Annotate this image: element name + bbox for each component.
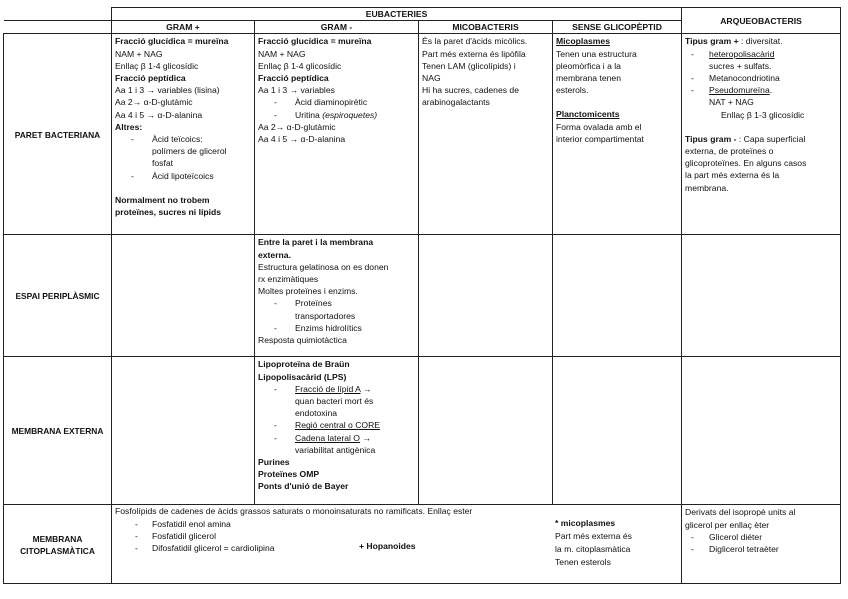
espai-mico-cell [419, 235, 553, 357]
list-item-text: Difosfatidil glicerol = cardiolipina [152, 543, 275, 554]
text-line: Lipopolisacàrid (LPS) [258, 371, 347, 382]
list-item-text: Regió central o CORE [295, 420, 381, 431]
subheading: Micoplasmes [556, 36, 610, 47]
text-line: * micoplasmes [555, 518, 616, 529]
text-line: membrana. [685, 182, 729, 193]
list-item [115, 133, 251, 170]
list-item [115, 170, 251, 182]
list-item-text: transportadores [295, 310, 356, 321]
paret-arqueo-cell [682, 34, 841, 235]
text-line: interior compartimentat [556, 133, 644, 144]
text-line: la part més externa és la [685, 170, 780, 181]
text-line: rx enzimàtiques [258, 274, 319, 285]
espai-gram-pos-cell [112, 235, 255, 357]
list-item [685, 531, 837, 543]
list-item-text: sucres + sulfats. [709, 60, 772, 71]
row-header-membrana-externa: MEMBRANA EXTERNA [4, 357, 112, 505]
list-item [258, 322, 415, 334]
bullet-list [258, 96, 415, 120]
list-item-text: Glicerol diéter [709, 531, 763, 542]
list-item-text: Àcid lipoteïcoics [152, 170, 214, 181]
text-line: Proteïnes OMP [258, 469, 320, 480]
text-line: Part més externa és [555, 531, 632, 542]
list-item-text: Enzims hidrolítics [295, 322, 362, 333]
row-header-membrana-citoplasmatica: MEMBRANA CITOPLASMÀTICA [4, 505, 112, 584]
list-item [685, 72, 837, 84]
text-line: glicerol per enllaç èter [685, 519, 770, 530]
list-item-text: Fosfatidil glicerol [152, 530, 216, 541]
bullet-list [258, 297, 415, 334]
text-line: Lipoproteïna de Braün [258, 359, 350, 370]
memb-ext-mico-cell [419, 357, 553, 505]
list-item [258, 383, 415, 420]
text-line: la m. citoplasmàtica [555, 544, 631, 555]
sense-glicopeptid-header: SENSE GLICOPÈPTID [553, 21, 682, 34]
text-line: esterols. [556, 85, 589, 96]
row-header-espai: ESPAI PERIPLÀSMIC [4, 235, 112, 357]
list-item-text: Àcid diaminopirètic [295, 97, 368, 108]
list-item-text: (espiroquetes) [322, 109, 378, 120]
text-line: Enllaç β 1-4 glicosídic [115, 60, 199, 71]
list-item-text: variabilitat antigènica [295, 444, 376, 455]
list-item-text: Uritina [295, 109, 323, 120]
list-item: - Pseudomureïna. NAT + NAG [685, 84, 837, 108]
text-line: Aa 2→ α-D-glutàmic [115, 97, 193, 108]
text-line: Resposta quimiotàctica [258, 335, 347, 346]
list-item-text: fosfat [152, 158, 174, 169]
list-item-text: Metanocondriotina [709, 73, 780, 84]
list-item [258, 297, 415, 321]
text-line: pleomòrfica i a la [556, 60, 621, 71]
label-text: : diversitat. [741, 36, 783, 47]
bacteria-comparison-table [3, 7, 841, 584]
text-line: Derivats del isopropè units al [685, 507, 796, 518]
list-item [258, 109, 415, 121]
text-line: Fracció peptídica [258, 73, 329, 84]
text-line: Altres: [115, 121, 143, 132]
text-line: Tenen esterols [555, 557, 611, 568]
paret-gram-neg-cell [255, 34, 419, 235]
list-item-text: Fracció de lípid A [295, 383, 361, 394]
paret-sense-glicopeptid-cell [553, 34, 682, 235]
bullet-list [685, 531, 837, 555]
text-line: NAG [422, 73, 441, 84]
text-line: Aa 4 i 5 → α-D-alanina [258, 134, 346, 145]
list-item-text: Cadena lateral O [295, 432, 360, 443]
text-line: Enllaç β 1-4 glicosídic [258, 60, 342, 71]
paret-gram-pos-cell [112, 34, 255, 235]
text-line: Ponts d'unió de Bayer [258, 481, 349, 492]
corner-cell-2 [4, 21, 112, 34]
memb-ext-arqueo-cell [682, 357, 841, 505]
list-item-text: Diglicerol tetraèter [709, 544, 779, 555]
paret-micobacteris-cell [419, 34, 553, 235]
list-item [258, 419, 415, 431]
bullet-list [258, 383, 415, 456]
memb-ext-gram-neg-cell [255, 357, 419, 505]
text-line: NAM + NAG [115, 48, 163, 59]
list-item-text: → [360, 383, 372, 394]
micobacteris-header: MICOBACTERIS [419, 21, 553, 34]
text-line: Aa 1 i 3 → variables [258, 85, 335, 96]
hopanoides-label: + Hopanoides [359, 541, 416, 552]
text-line: externa, de proteïnes o [685, 146, 774, 157]
text-line: Hi ha sucres, cadenes de [422, 85, 519, 96]
text-line: Fracció glucídica = mureïna [258, 36, 372, 47]
text-line: Enllaç β 1-3 glicosídic [721, 109, 805, 120]
label-bold: Tipus gram - [685, 133, 739, 144]
text-line: És la paret d'àcids micòlics. [422, 36, 528, 47]
memb-ext-gram-pos-cell [112, 357, 255, 505]
espai-sense-cell [553, 235, 682, 357]
text-line: Purines [258, 457, 290, 468]
label-text: : Capa superficial [738, 133, 806, 144]
list-item-text: NAT + NAG [709, 97, 754, 108]
list-item [258, 432, 415, 456]
label-bold: Tipus gram + [685, 36, 742, 47]
list-item-text: Pseudomureïna [709, 85, 770, 96]
text-line: Normalment no trobem [115, 194, 210, 205]
list-item [685, 48, 837, 72]
memb-cito-content [115, 505, 678, 583]
list-item-text: heteropolisacàrid [709, 48, 775, 59]
list-item-text: Proteïnes [295, 298, 332, 309]
text-line: glicoproteïnes. En alguns casos [685, 158, 807, 169]
text-line: Entre la paret i la membrana [258, 237, 374, 248]
text-line: externa. [258, 249, 291, 260]
memb-ext-sense-cell [553, 357, 682, 505]
text-line: Tenen una estructura [556, 48, 637, 59]
arqueobacteris-header: ARQUEOBACTERIS [682, 8, 841, 34]
espai-gram-neg-cell [255, 235, 419, 357]
bullet-list [115, 133, 251, 182]
text-line: Aa 1 i 3 → variables (lisina) [115, 85, 220, 96]
text-line: Aa 4 i 5 → α-D-alanina [115, 109, 203, 120]
list-item-text: Fosfatidil enol amina [152, 518, 231, 529]
memb-cito-arqueo-cell [682, 505, 841, 584]
eubacteris-header: EUBACTERIES [112, 8, 682, 21]
list-item-text: quan bacteri mort és [295, 396, 374, 407]
espai-arqueo-cell [682, 235, 841, 357]
text-line: Tenen LAM (glicolípids) i [422, 60, 516, 71]
text-line: Fracció peptídica [115, 73, 186, 84]
text-line: membrana tenen [556, 73, 621, 84]
text-line: Moltes proteïnes i enzims. [258, 286, 358, 297]
subheading: Planctomicents [556, 109, 620, 120]
gram-pos-header: GRAM + [112, 21, 255, 34]
bullet-list [685, 48, 837, 109]
list-item-text: endotoxina [295, 408, 338, 419]
text-line: NAM + NAG [258, 48, 306, 59]
micoplasmes-note [555, 517, 675, 569]
text-line: Aa 2→ α-D-glutàmic [258, 121, 336, 132]
text-line: Part més externa és lipòfila [422, 48, 526, 59]
text-line: Forma ovalada amb el [556, 121, 642, 132]
list-item-text: polímers de glicerol [152, 146, 227, 157]
text-line: arabinogalactants [422, 97, 490, 108]
text-line: proteïnes, sucres ni lípids [115, 207, 222, 218]
gram-neg-header: GRAM - [255, 21, 419, 34]
text-line [685, 35, 837, 47]
text-line: Fosfolípids de cadenes de àcids grassos saturats o monoinsaturats no ramificats. Enllaç ester [115, 506, 473, 517]
text-line: Fracció glucídica = mureïna [115, 36, 229, 47]
list-item [685, 543, 837, 555]
corner-cell [4, 8, 112, 21]
text-line: Estructura gelatinosa on es donen [258, 261, 389, 272]
row-header-paret: PARET BACTERIANA [4, 34, 112, 235]
list-item-text: Àcid teïcoics: [152, 134, 203, 145]
list-item-text: → [359, 432, 371, 443]
list-item [258, 96, 415, 108]
memb-cito-eubacteris-cell [112, 505, 682, 584]
text-line [685, 133, 837, 145]
